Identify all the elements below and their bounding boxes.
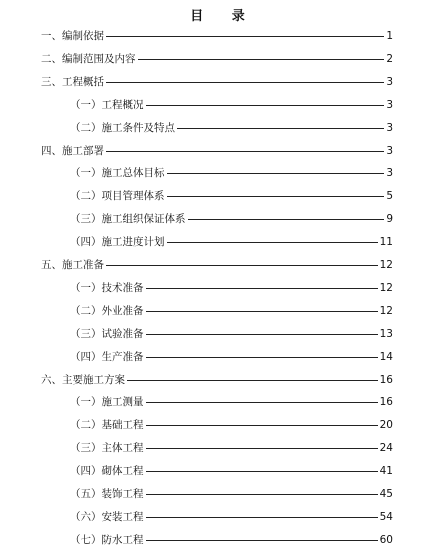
toc-page-number: 41 [379,465,393,477]
toc-entry-label: （七）防水工程 [70,534,144,546]
toc-leader-line [138,59,385,60]
toc-page-number: 3 [386,167,393,179]
toc-leader-line [146,517,378,518]
toc-leader-line [106,151,384,152]
toc-entry-label: （五）装饰工程 [70,488,144,500]
toc-leader-line [146,334,378,335]
toc-leader-line [146,357,378,358]
toc-entry-label: （三）施工组织保证体系 [70,213,186,225]
toc-entry-label: （二）施工条件及特点 [70,122,175,134]
toc-entry[interactable] [41,143,393,159]
toc-entry[interactable] [41,51,393,67]
toc-entry-label: 一、编制依据 [41,30,104,42]
toc-entry-label: （四）施工进度计划 [70,236,165,248]
toc-page-number: 3 [386,145,393,157]
toc-page-number: 45 [379,488,393,500]
toc-entry-label: （三）主体工程 [70,442,144,454]
toc-leader-line [146,402,378,403]
toc-entry-label: （六）安装工程 [70,511,144,523]
toc-entry[interactable] [70,417,393,433]
toc-entry-label: （二）外业准备 [70,305,144,317]
toc-page-number: 9 [386,213,393,225]
toc-entry-label: 三、工程概括 [41,76,104,88]
toc-entry-label: 二、编制范围及内容 [41,53,136,65]
toc-entry[interactable] [70,303,393,319]
toc-page-number: 20 [379,419,393,431]
toc-entry[interactable] [41,28,393,44]
toc-leader-line [146,494,378,495]
toc-page-number: 1 [386,30,393,42]
toc-leader-line [167,196,385,197]
toc-page-number: 5 [386,190,393,202]
toc-page-number: 3 [386,76,393,88]
toc-leader-line [146,471,378,472]
toc-leader-line [167,242,378,243]
toc-page-number: 54 [379,511,393,523]
toc-entry[interactable] [41,257,393,273]
toc-entry[interactable] [70,394,393,410]
toc-entry[interactable] [70,532,393,548]
toc-page-number: 2 [386,53,393,65]
toc-page-number: 13 [379,328,393,340]
toc-entry[interactable] [41,74,393,90]
toc-leader-line [146,105,385,106]
toc-page-number: 12 [379,305,393,317]
toc-leader-line [177,128,384,129]
toc-page-number: 16 [379,396,393,408]
toc-entry-label: （一）工程概况 [70,99,144,111]
toc-entry[interactable] [70,349,393,365]
toc-page-number: 12 [379,282,393,294]
toc-leader-line [146,288,378,289]
toc-page-number: 3 [386,122,393,134]
toc-entry[interactable] [70,440,393,456]
toc-entry-label: （四）砌体工程 [70,465,144,477]
toc-leader-line [106,36,384,37]
toc-entry[interactable] [70,280,393,296]
toc-entry-label: 六、主要施工方案 [41,374,125,386]
toc-entry-label: （二）基础工程 [70,419,144,431]
toc-entry-label: （二）项目管理体系 [70,190,165,202]
toc-page-number: 16 [379,374,393,386]
toc-entry-label: （一）技术准备 [70,282,144,294]
toc-leader-line [146,540,378,541]
toc-entry[interactable] [70,97,393,113]
toc-entry-label: 四、施工部署 [41,145,104,157]
toc-entry[interactable] [41,372,393,388]
toc-entry[interactable] [70,211,393,227]
toc-leader-line [106,82,384,83]
toc-entry[interactable] [70,120,393,136]
toc-entry[interactable] [70,234,393,250]
toc-leader-line [188,219,385,220]
toc-page-number: 12 [379,259,393,271]
toc-entry-label: （四）生产准备 [70,351,144,363]
toc-entry[interactable] [70,326,393,342]
toc-leader-line [146,448,378,449]
toc-page-number: 11 [379,236,393,248]
toc-entry-label: （一）施工测量 [70,396,144,408]
toc-entry[interactable] [70,486,393,502]
toc-entry[interactable] [70,165,393,181]
toc-leader-line [106,265,378,266]
toc-entry-label: （三）试验准备 [70,328,144,340]
toc-entry-label: （一）施工总体目标 [70,167,165,179]
toc-entry[interactable] [70,509,393,525]
toc-entry[interactable] [70,188,393,204]
page-title: 目 录 [190,9,257,24]
toc-leader-line [167,173,385,174]
toc-page-number: 24 [379,442,393,454]
toc-page-number: 14 [379,351,393,363]
toc-entry[interactable] [70,463,393,479]
toc-leader-line [146,425,378,426]
toc-page-number: 60 [379,534,393,546]
toc-leader-line [127,380,378,381]
toc-leader-line [146,311,378,312]
toc-page-number: 3 [386,99,393,111]
toc-entry-label: 五、施工准备 [41,259,104,271]
